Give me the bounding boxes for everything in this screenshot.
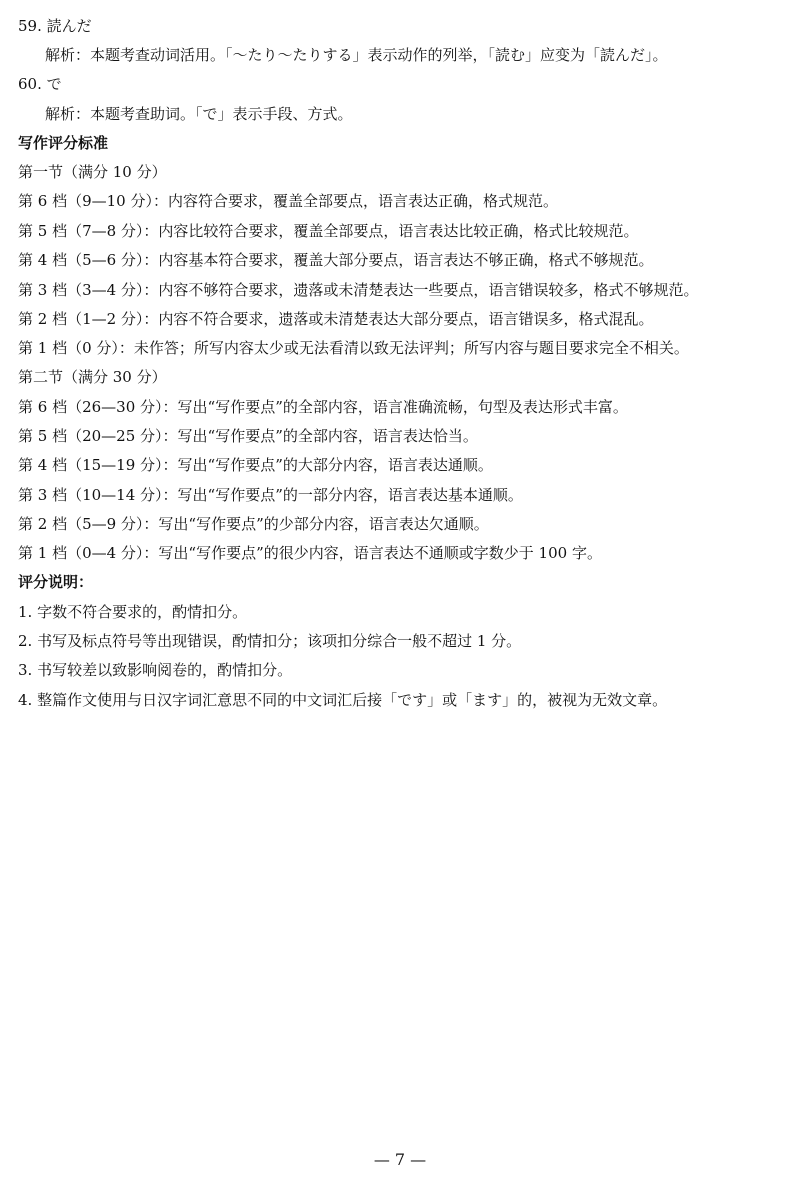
section-2-level-5: 第 5 档（20—25 分）：写出“写作要点”的全部内容，语言表达恰当。	[18, 427, 478, 445]
scoring-note-4: 4. 整篇作文使用与日汉字词汇意思不同的中文词汇后接「です」或「ます」的，被视为无效文章。	[18, 691, 668, 709]
question-60-explanation: 解析：本题考查助词。「で」表示手段、方式。	[45, 105, 353, 123]
section-1-level-6: 第 6 档（9—10 分）：内容符合要求，覆盖全部要点，语言表达正确，格式规范。	[18, 192, 558, 210]
writing-criteria-heading: 写作评分标准	[18, 134, 109, 152]
section-2-level-2: 第 2 档（5—9 分）：写出“写作要点”的少部分内容，语言表达欠通顺。	[18, 515, 489, 533]
scoring-note-2: 2. 书写及标点符号等出现错误，酌情扣分；该项扣分综合一般不超过 1 分。	[18, 632, 522, 650]
section-1-level-2: 第 2 档（1—2 分）：内容不符合要求，遗落或未清楚表达大部分要点，语言错误多，格式混乱。	[18, 310, 654, 328]
question-59-answer: 59. 読んだ	[18, 17, 92, 35]
scoring-note-3: 3. 书写较差以致影响阅卷的，酌情扣分。	[18, 661, 293, 679]
scoring-note-1: 1. 字数不符合要求的，酌情扣分。	[18, 603, 248, 621]
question-59-explanation: 解析：本题考查动词活用。「～たり～たりする」表示动作的列举，「読む」应变为「読んだ」。	[45, 46, 668, 64]
page-number: — 7 —	[373, 1150, 427, 1169]
section-1-level-1: 第 1 档（0 分）：未作答；所写内容太少或无法看清以致无法评判；所写内容与题目要求完全不相关。	[18, 339, 689, 357]
section-2-level-4: 第 4 档（15—19 分）：写出“写作要点”的大部分内容，语言表达通顺。	[18, 456, 493, 474]
section-1-level-4: 第 4 档（5—6 分）：内容基本符合要求，覆盖大部分要点，语言表达不够正确，格式不够规范。	[18, 251, 654, 269]
section-1-title: 第一节（满分 10 分）	[18, 163, 167, 181]
section-1-level-3: 第 3 档（3—4 分）：内容不够符合要求，遗落或未清楚表达一些要点，语言错误较多，格式不够规范。	[18, 281, 699, 299]
section-1-level-5: 第 5 档（7—8 分）：内容比较符合要求，覆盖全部要点，语言表达比较正确，格式比较规范。	[18, 222, 639, 240]
section-2-title: 第二节（满分 30 分）	[18, 368, 167, 386]
section-2-level-6: 第 6 档（26—30 分）：写出“写作要点”的全部内容，语言准确流畅，句型及表达形式丰富。	[18, 398, 628, 416]
question-60-answer: 60. で	[18, 75, 62, 93]
section-2-level-3: 第 3 档（10—14 分）：写出“写作要点”的一部分内容，语言表达基本通顺。	[18, 486, 523, 504]
section-2-level-1: 第 1 档（0—4 分）：写出“写作要点”的很少内容，语言表达不通顺或字数少于 100 字。	[18, 544, 602, 562]
scoring-notes-title: 评分说明：	[18, 573, 94, 591]
